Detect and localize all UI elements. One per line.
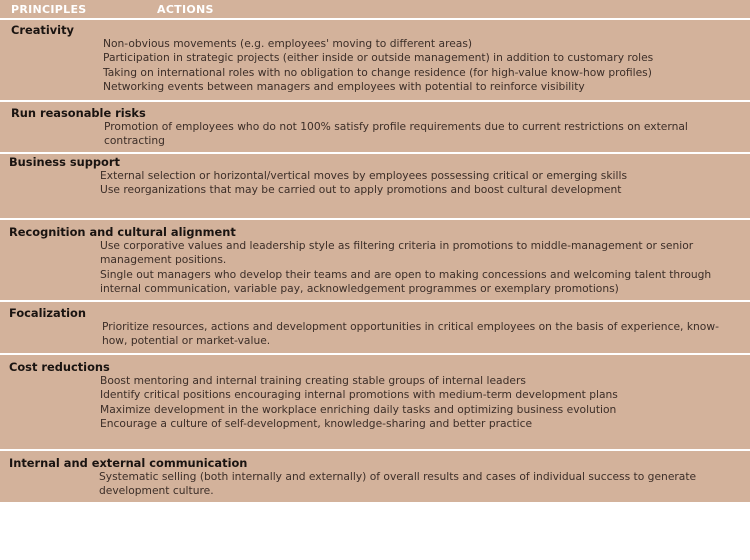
action-item: Identify critical positions encouraging internal promotions with medium-term development plans (100, 388, 618, 402)
action-item: Networking events between managers and employees with potential to reinforce visibility (103, 80, 585, 94)
table-row-recognition-and-cultural-alignment (0, 219, 750, 300)
action-item: Taking on international roles with no obligation to change residence (for high-value know-how profiles) (103, 65, 652, 79)
actions-list (103, 37, 740, 95)
action-item: Single out managers who develop their teams and are open to making concessions and welcoming talent through internal communication, variable pay, acknowledgement programmes or exemplary promotions) (100, 267, 712, 296)
action-item: Prioritize resources, actions and development opportunities in critical employees on the basis of experience, know-how, potential or market-value. (102, 320, 719, 348)
principles-column-header: PRINCIPLES (11, 3, 87, 16)
principle-label: Internal and external communication (9, 456, 248, 470)
table-row-business-support (0, 153, 750, 218)
table-row-creativity (0, 19, 750, 100)
actions-list (100, 239, 740, 297)
action-item: Use corporative values and leadership style as filtering criteria in promotions to middle-management or senior management positions. (100, 239, 694, 267)
actions-list (102, 320, 740, 349)
action-item: Maximize development in the workplace enriching daily tasks and optimizing business evolution (100, 402, 617, 416)
principle-label: Business support (9, 155, 120, 169)
table-row-run-reasonable-risks (0, 101, 750, 152)
action-item: Encourage a culture of self-development, knowledge-sharing and better practice (100, 417, 533, 431)
principle-label: Cost reductions (9, 360, 110, 374)
table-row-internal-and-external-communication (0, 450, 750, 502)
principle-label: Focalization (9, 306, 86, 320)
table-header (0, 0, 750, 19)
principle-label: Run reasonable risks (11, 106, 146, 120)
action-item: Use reorganizations that may be carried out to apply promotions and boost cultural development (100, 183, 622, 197)
action-item: Boost mentoring and internal training creating stable groups of internal leaders (100, 374, 526, 387)
actions-list (100, 374, 740, 432)
action-item: Promotion of employees who do not 100% satisfy profile requirements due to current restrictions on external contracting (104, 120, 688, 148)
action-item: Systematic selling (both internally and externally) of overall results and cases of individual success to generate development culture. (99, 470, 697, 498)
actions-list (100, 169, 740, 198)
action-item: Non-obvious movements (e.g. employees' moving to different areas) (103, 37, 473, 50)
table-row-focalization (0, 301, 750, 353)
action-item: Participation in strategic projects (either inside or outside management) in addition to customary roles (103, 51, 654, 65)
actions-list (104, 120, 740, 149)
principle-label: Recognition and cultural alignment (9, 225, 236, 239)
action-item: External selection or horizontal/vertical moves by employees possessing critical or emerging skills (100, 169, 628, 182)
actions-column-header: ACTIONS (157, 3, 214, 16)
table-row-cost-reductions (0, 354, 750, 449)
principle-label: Creativity (11, 23, 74, 37)
actions-list (99, 470, 740, 499)
